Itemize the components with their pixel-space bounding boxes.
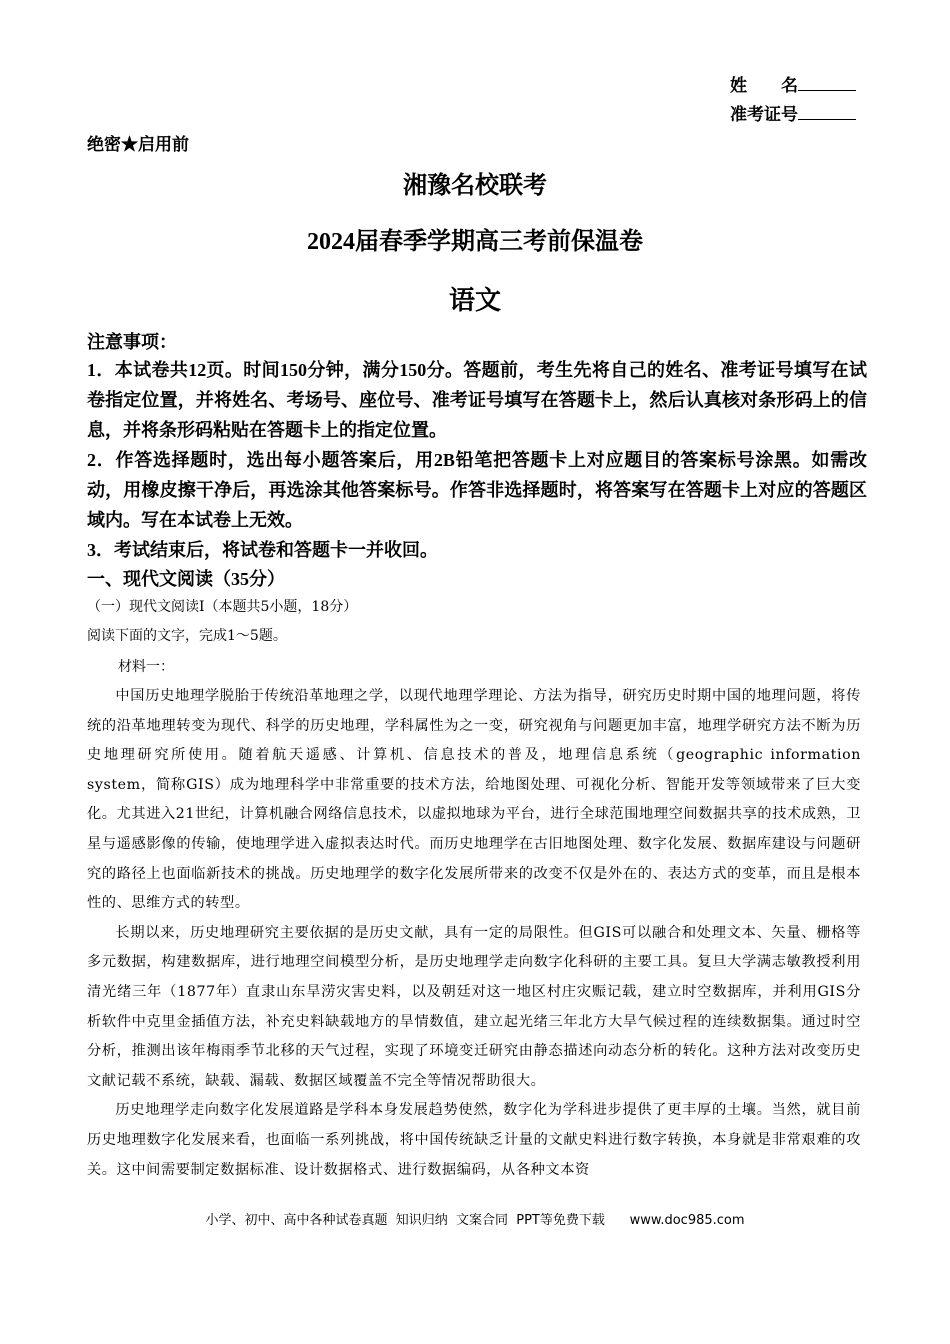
section-heading: 一、现代文阅读（35分）: [87, 569, 285, 589]
exam-title-org: 湘豫名校联考: [403, 173, 547, 199]
name-field: [730, 74, 870, 98]
passage-paragraph: 中国历史地理学脱胎于传统沿革地理之学，以现代地理学理论、方法为指导，研究历史时期中国的地理问题，将传统的沿革地理转变为现代、科学的历史地理，学科属性为之一变，研究视角与问题更加丰富，地理学研究方法不断为历史地理研究所使用。随着航天遥感、计算机、信息技术的普及，地理信息系统（geographic information system，简称GIS）成为地理科学中非常重要的技术方法，给地图处理、可视化分析、智能开发等领域带来了巨大变化。尤其进入21世纪，计算机融合网络信息技术，以虚拟地球为平台，进行全球范围地理空间数据共享的技术成熟，卫星与遥感影像的传输，使地理学进入虚拟表达时代。而历史地理学在古旧地图处理、数字化发展、数据库建设与问题研究的路径上也面临新技术的挑战。历史地理学的数字化发展所带来的改变不仅是外在的、表达方式的变革，而且是根本性的、思维方式的转型。: [87, 688, 861, 912]
confidential-mark: 绝密★启用前: [87, 135, 189, 154]
exam-subject: 语文: [448, 286, 501, 315]
notice-item: 1．本试卷共12页。时间150分钟，满分150分。答题前，考生先将自己的姓名、准考证号填写在试卷指定位置，并将姓名、考场号、座位号、准考证号填写在答题卡上，然后认真核对条形码上的信息，并将条形码粘贴在答题卡上的指定位置。: [87, 360, 867, 440]
exam-id-label: 准考证号: [730, 105, 798, 124]
passage-paragraph: 历史地理学走向数字化发展道路是学科本身发展趋势使然，数字化为学科进步提供了更丰厚的土壤。当然，就目前历史地理数字化发展来看，也面临一系列挑战，将中国传统缺乏计量的文献史料进行数字转换，本身就是非常艰难的攻关。这中间需要制定数据标准、设计数据格式、进行数据编码，从各种文本资: [87, 1102, 861, 1178]
exam-id-field: [730, 103, 870, 127]
subsection-heading: （一）现代文阅读Ⅰ（本题共5小题，18分）: [87, 599, 358, 615]
name-blank: [798, 74, 856, 91]
notice-list: [87, 355, 867, 565]
footer-watermark: 小学、初中、高中各种试卷真题 知识归纳 文案合同 PPT等免费下载 www.doc985.com: [205, 1213, 745, 1228]
notice-item: 2．作答选择题时，选出每小题答案后，用2B铅笔把答题卡上对应题目的答案标号涂黑。如需改动，用橡皮擦干净后，再选涂其他答案标号。作答非选择题时，将答案写在答题卡上对应的答题区域内。写在本试卷上无效。: [87, 450, 867, 530]
reading-instruction: 阅读下面的文字，完成1～5题。: [87, 628, 287, 644]
notice-title: 注意事项：: [87, 332, 177, 352]
notice-item: 3．考试结束后，将试卷和答题卡一并收回。: [87, 540, 438, 560]
exam-title-main: 2024届春季学期高三考前保温卷: [307, 229, 643, 255]
reading-passage: [87, 682, 861, 1185]
passage-paragraph: 长期以来，历史地理研究主要依据的是历史文献，具有一定的局限性。但GIS可以融合和处理文本、矢量、栅格等多元数据，构建数据库，进行地理空间模型分析，是历史地理学走向数字化科研的主要工具。复旦大学满志敏教授利用清光绪三年（1877年）直隶山东旱涝灾害史料，以及朝廷对这一地区村庄灾赈记载，建立时空数据库，并利用GIS分析软件中克里金插值方法，补充史料缺载地方的旱情数值，建立起光绪三年北方大旱气候过程的连续数据集。通过时空分析，推测出该年梅雨季节北移的天气过程，实现了环境变迁研究由静态描述向动态分析的转化。这种方法对改变历史文献记载不系统，缺载、漏载、数据区域覆盖不完全等情况帮助很大。: [87, 924, 861, 1089]
material-label: 材料一：: [118, 659, 174, 675]
exam-id-blank: [798, 103, 856, 120]
name-label: 姓 名: [730, 76, 798, 95]
